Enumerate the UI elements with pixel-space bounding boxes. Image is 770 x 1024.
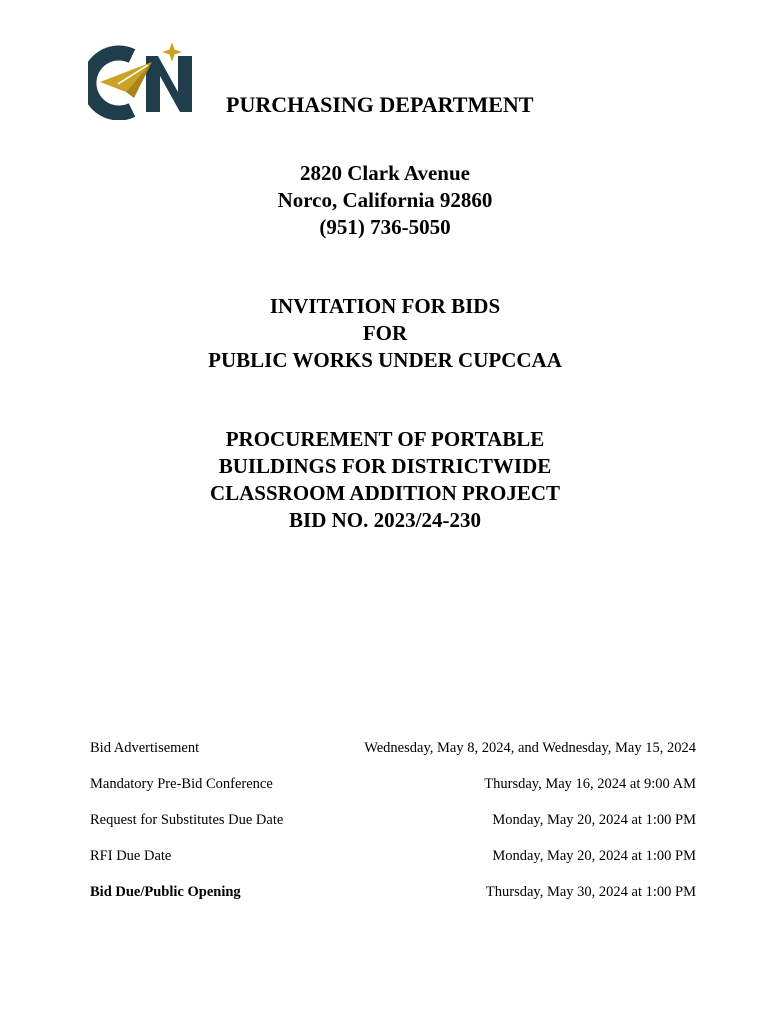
invitation-line-3: PUBLIC WORKS UNDER CUPCCAA <box>208 348 562 372</box>
schedule-row <box>90 812 700 848</box>
schedule-row <box>90 884 700 920</box>
invitation-block <box>0 293 770 374</box>
schedule-label: RFI Due Date <box>90 848 172 864</box>
schedule-row <box>90 740 700 776</box>
schedule-date: Wednesday, May 8, 2024, and Wednesday, May 15, 2024 <box>364 740 696 756</box>
bid-schedule <box>90 740 700 920</box>
schedule-date: Monday, May 20, 2024 at 1:00 PM <box>492 848 696 864</box>
address-city: Norco, California 92860 <box>277 188 493 212</box>
schedule-row <box>90 776 700 812</box>
cnusd-logo-icon <box>88 40 200 120</box>
schedule-row <box>90 848 700 884</box>
address-street: 2820 Clark Avenue <box>300 161 470 185</box>
invitation-line-2: FOR <box>362 321 408 345</box>
schedule-label: Request for Substitutes Due Date <box>90 812 284 828</box>
project-title-block <box>0 426 770 534</box>
department-title: PURCHASING DEPARTMENT <box>226 92 534 117</box>
schedule-date: Thursday, May 30, 2024 at 1:00 PM <box>485 884 696 900</box>
project-line-1: PROCUREMENT OF PORTABLE <box>225 427 545 451</box>
project-line-3: CLASSROOM ADDITION PROJECT <box>209 481 561 505</box>
address-block <box>0 160 770 241</box>
project-line-2: BUILDINGS FOR DISTRICTWIDE <box>218 454 552 478</box>
schedule-date: Thursday, May 16, 2024 at 9:00 AM <box>484 776 696 792</box>
schedule-label: Bid Due/Public Opening <box>90 884 241 900</box>
schedule-label: Bid Advertisement <box>90 740 200 756</box>
invitation-line-1: INVITATION FOR BIDS <box>269 294 501 318</box>
address-phone: (951) 736-5050 <box>319 215 451 239</box>
bid-number: BID NO. 2023/24-230 <box>289 508 481 532</box>
schedule-label: Mandatory Pre-Bid Conference <box>90 776 273 792</box>
schedule-date: Monday, May 20, 2024 at 1:00 PM <box>492 812 696 828</box>
